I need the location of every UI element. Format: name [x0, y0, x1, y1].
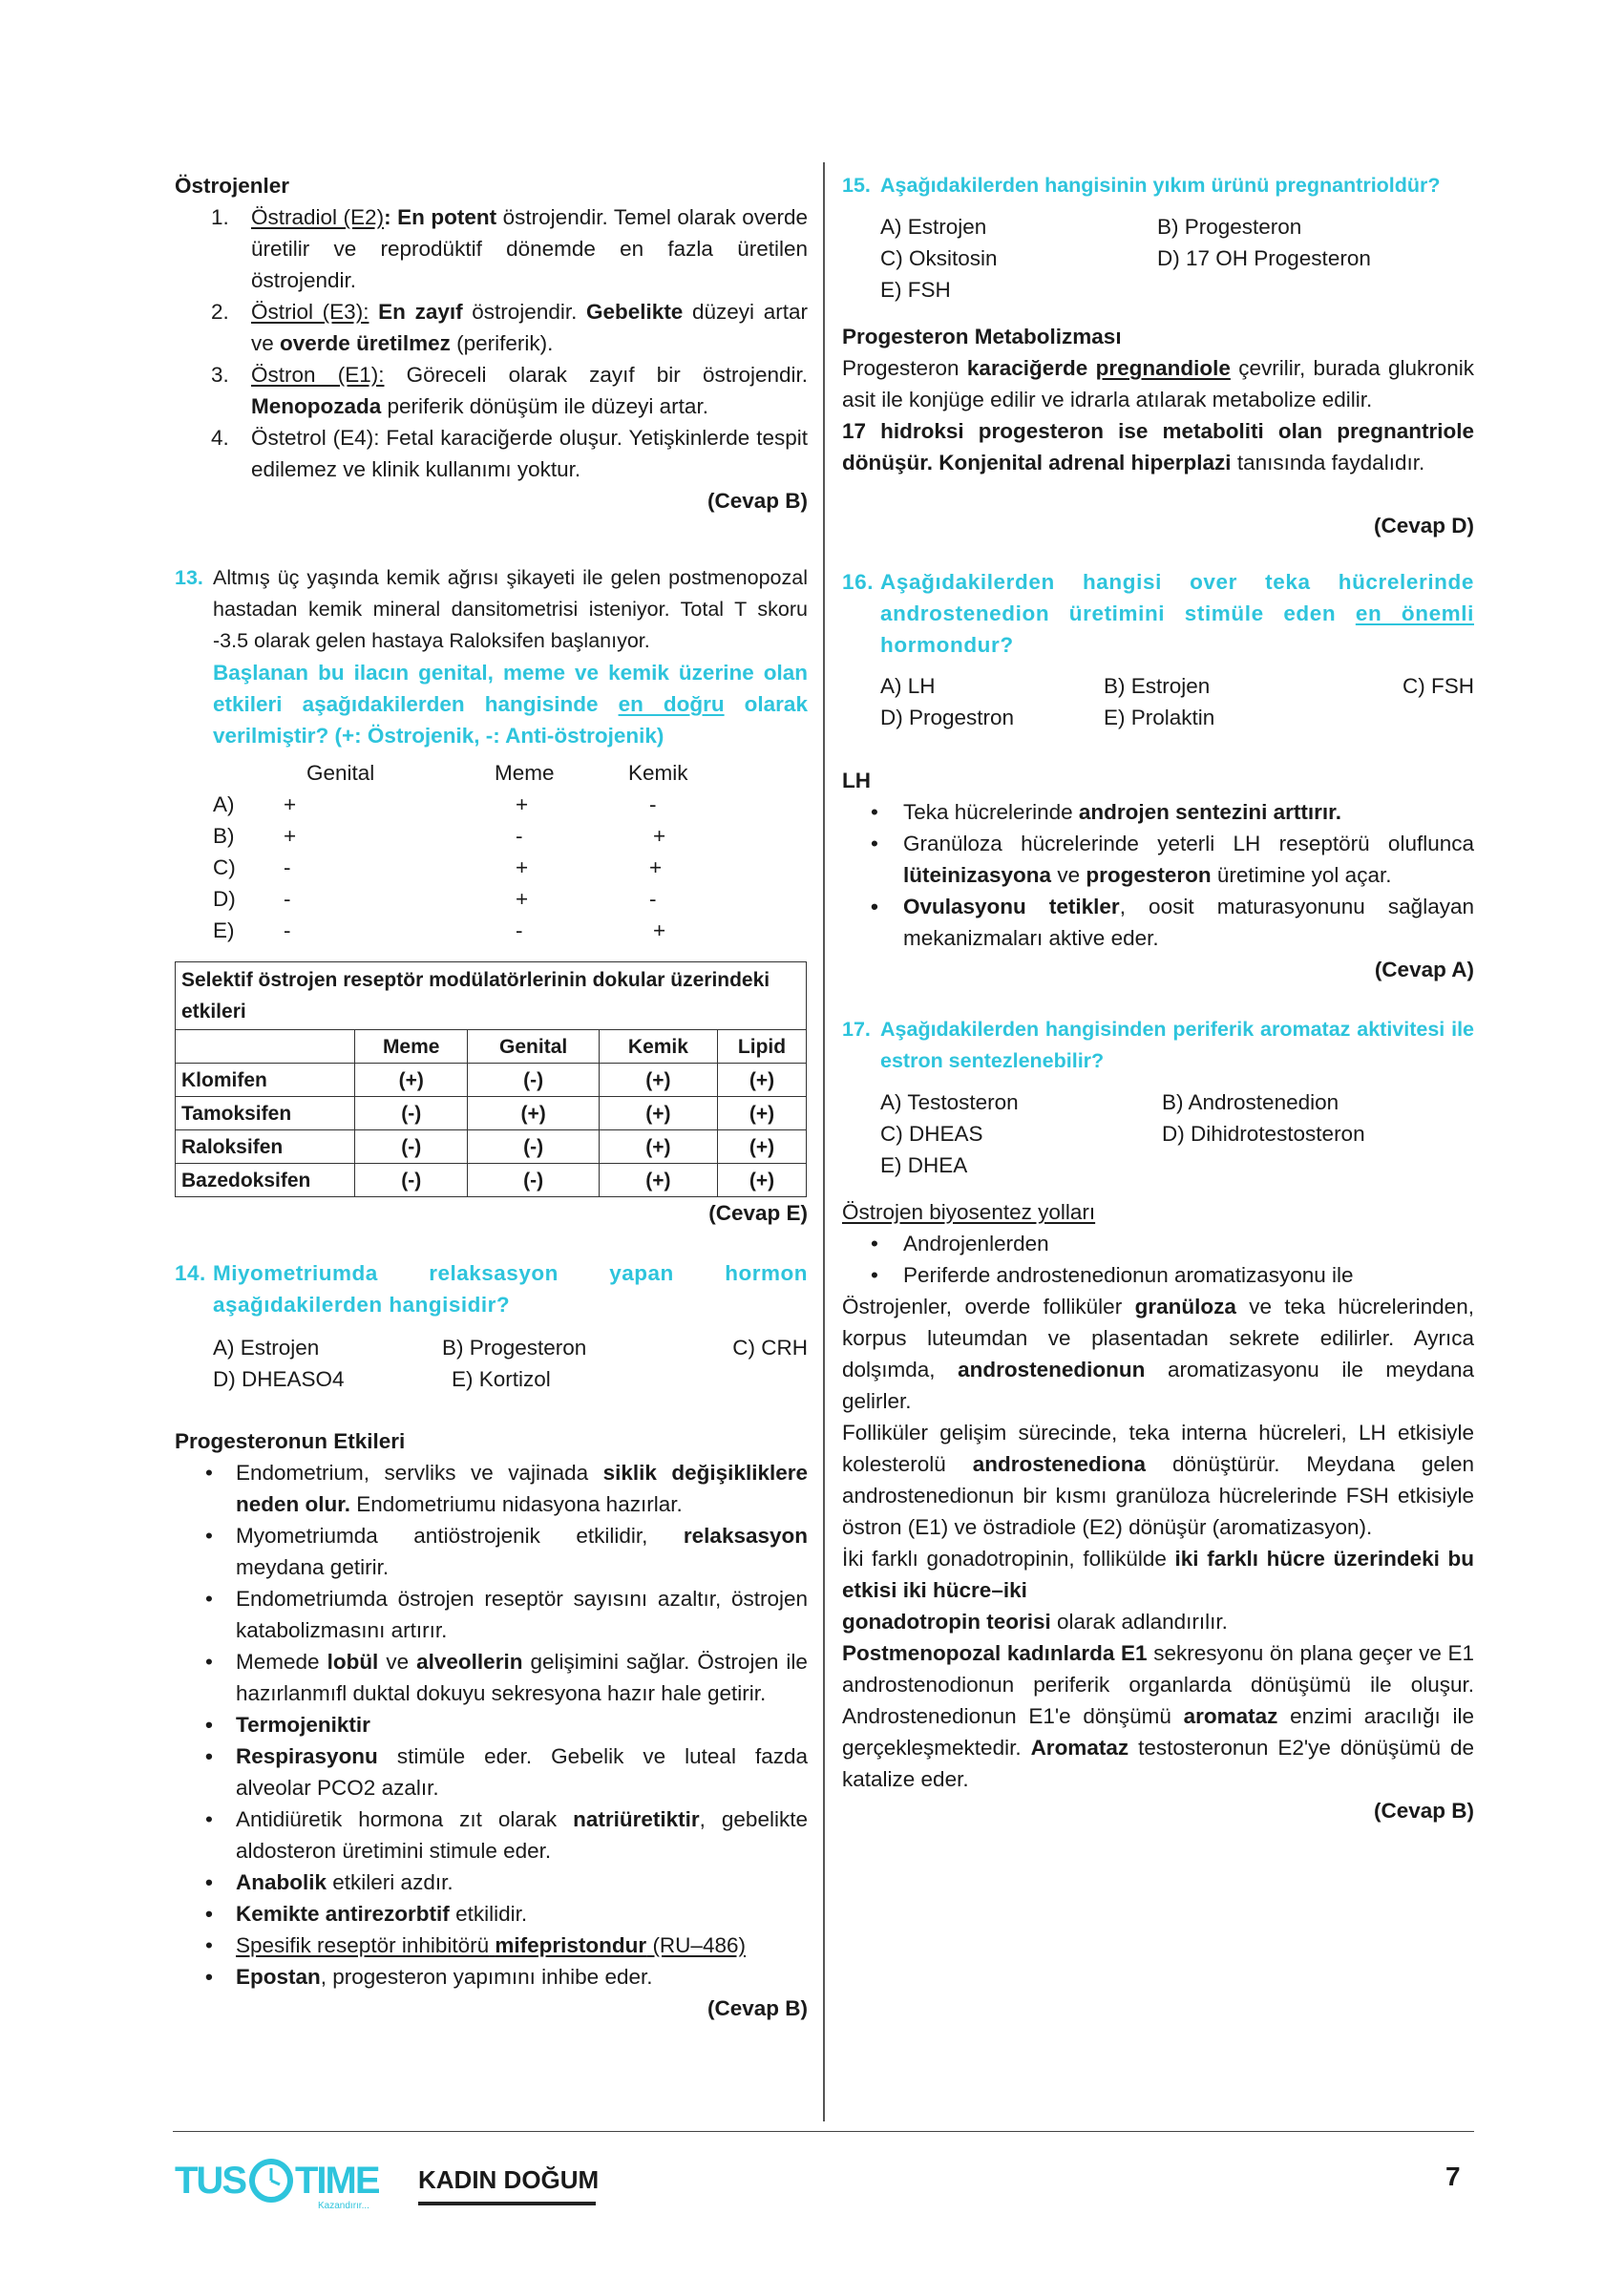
option-a[interactable]: A) Estrojen: [880, 215, 987, 239]
option-b[interactable]: B) Progesteron: [442, 1336, 587, 1360]
option-c[interactable]: C) DHEAS: [880, 1122, 983, 1146]
list-item: • Kemikte antirezorbtif etkilidir.: [205, 1902, 528, 1926]
table-row: Tamoksifen (-) (+) (+) (+): [176, 1097, 807, 1130]
title-underline: [418, 2202, 596, 2205]
answer-label: (Cevap B): [707, 1996, 808, 2020]
option-c[interactable]: C) CRH: [732, 1336, 808, 1360]
answer-label: (Cevap A): [1374, 958, 1474, 981]
list-item: • Periferde androstenedionun aromatizasyonu ile: [871, 1263, 1354, 1287]
option-e[interactable]: E) Prolaktin: [1104, 706, 1215, 729]
option-c[interactable]: C) Oksitosin: [880, 246, 998, 270]
list-item: • Respirasyonu stimüle eder. Gebelik ve luteal fazda alveolar PCO2 azalır.: [205, 1744, 808, 1800]
paragraph: 17 hidroksi progesteron ise metaboliti olan pregnantriole dönüşür. Konjenital adrenal hiperplazi tanısında faydalıdır.: [842, 419, 1474, 475]
list-item: • Antidiüretik hormona zıt olarak natriüretiktir, gebelikte aldosteron üretimini stimule eder.: [205, 1807, 808, 1863]
answer-label: (Cevap B): [1373, 1799, 1474, 1823]
option-a[interactable]: A) LH: [880, 674, 936, 698]
table-row: Raloksifen (-) (-) (+) (+): [176, 1130, 807, 1164]
option-b[interactable]: B) Progesteron: [1157, 215, 1302, 239]
question-14-options: [175, 1332, 808, 1395]
list-item: 1. Östradiol (E2): En potent östrojendir. Temel olarak overde üretilir ve reprodüktif dönemde en fazla üretilen östrojendir.: [211, 205, 808, 292]
question-16: 16. Aşağıdakilerden hangisi over teka hücrelerinde androstenedion üretimini stimüle eden en önemli hormondur?: [842, 570, 1474, 657]
list-item: • Anabolik etkileri azdır.: [205, 1870, 453, 1894]
question-13: 13. Altmış üç yaşında kemik ağrısı şikayeti ile gelen postmenopozal hastadan kemik mineral dansitometrisi isteniyor. Total T skoru -3.5 olarak gelen hastaya Raloksifen başlanıyor. Başlanan bu ilacın genital, meme ve kemik üzerine olan etkileri aşağıdakilerden hangisinde en doğru olarak verilmiştir? (+: Östrojenik, -: Anti-östrojenik): [175, 562, 808, 751]
column-divider: [823, 162, 825, 2121]
list-item: • Epostan, progesteron yapımını inhibe eder.: [205, 1965, 653, 1989]
option-e[interactable]: E) Kortizol: [452, 1367, 551, 1391]
question-16-options: [842, 670, 1474, 733]
list-item: 4. Östetrol (E4): Fetal karaciğerde oluşur. Yetişkinlerde tespit edilemez ve klinik kullanımı yoktur.: [211, 426, 808, 481]
list-item: • Spesifik reseptör inhibitörü mifepristondur (RU–486): [205, 1933, 746, 1957]
logo-graphic: [175, 2153, 394, 2212]
answer-option-row[interactable]: E) - - +: [213, 918, 666, 942]
option-b[interactable]: B) Estrojen: [1104, 674, 1211, 698]
question-17-options: [842, 1086, 1474, 1181]
footer-divider: [173, 2131, 1474, 2132]
option-e[interactable]: E) FSH: [880, 278, 951, 302]
question-15: 15. Aşağıdakilerden hangisinin yıkım ürünü pregnantrioldür?: [842, 174, 1441, 197]
answer-option-row[interactable]: C) - + +: [213, 855, 663, 879]
option-d[interactable]: D) Dihidrotestosteron: [1162, 1122, 1365, 1146]
paragraph: Östrojenler, overde folliküler granüloza ve teka hücrelerinden, korpus luteumdan ve plasentadan sekrete edilirler. Ayrıca dolşımda, androstenedionun aromatizasyonu ile meydana gelirler.: [842, 1295, 1474, 1413]
list-item: • Granüloza hücrelerinde yeterli LH reseptörü oluflunca lüteinizasyona ve progesteron üretimine yol açar.: [871, 832, 1474, 887]
svg-text:TIME: TIME: [295, 2160, 379, 2202]
question-14: 14. Miyometriumda relaksasyon yapan hormon aşağıdakilerden hangisidir?: [175, 1261, 808, 1317]
section-heading: Progesteronun Etkileri: [175, 1429, 406, 1453]
page-number: 7: [1445, 2162, 1461, 2191]
list-item: 2. Östriol (E3): En zayıf östrojendir. Gebelikte düzeyi artar ve overde üretilmez (periferik).: [211, 300, 808, 355]
question-17: 17. Aşağıdakilerden hangisinden periferik aromataz aktivitesi ile estron sentezlenebilir?: [842, 1018, 1474, 1072]
list-item: • Endometrium, servliks ve vajinada siklik değişikliklere neden olur. Endometriumu nidasyona hazırlar.: [205, 1461, 808, 1516]
section-heading: LH: [842, 769, 871, 792]
paragraph: Progesteron karaciğerde pregnandiole çevrilir, burada glukronik asit ile konjüge edilir ve idrarla atılarak metabolize edilir.: [842, 356, 1474, 411]
serm-table: Selektif östrojen reseptör modülatörlerinin dokular üzerindeki etkileri Meme Genital Kemik Lipid Klomifen (+) (-) (+) (+) Tamoksifen (-) (+) (+) (+) Raloksifen (-) (-) (+) (+) Bazedoksifen (-) (-) (+) (+): [175, 961, 807, 1197]
list-item: • Ovulasyonu tetikler, oosit maturasyonunu sağlayan mekanizmaları aktive eder.: [871, 895, 1474, 950]
svg-text:TUS: TUS: [175, 2160, 245, 2202]
question-13-prompt: Başlanan bu ilacın genital, meme ve kemik üzerine olan etkileri aşağıdakilerden hangisinde en doğru olarak verilmiştir? (+: Östrojenik, -: Anti-östrojenik): [213, 661, 808, 748]
option-d[interactable]: D) Progestron: [880, 706, 1015, 729]
option-d[interactable]: D) 17 OH Progesteron: [1157, 246, 1371, 270]
answer-label: (Cevap D): [1373, 514, 1474, 538]
biosynthesis-list: [842, 1228, 1474, 1291]
option-a[interactable]: A) Testosteron: [880, 1090, 1019, 1114]
list-item: • Androjenlerden: [871, 1232, 1049, 1255]
answer-option-row[interactable]: D) - + -: [213, 887, 657, 911]
answer-label: (Cevap E): [708, 1201, 808, 1225]
list-item: • Teka hücrelerinde androjen sentezini arttırır.: [871, 800, 1341, 824]
list-item: • Myometriumda antiöstrojenik etkilidir, relaksasyon meydana getirir.: [205, 1524, 808, 1579]
lh-effects-list: [842, 796, 1474, 954]
option-c[interactable]: C) FSH: [1403, 674, 1474, 698]
section-title: KADIN DOĞUM: [418, 2165, 600, 2194]
answer-option-row[interactable]: B) + - +: [213, 824, 666, 848]
section-heading: Progesteron Metabolizması: [842, 325, 1122, 348]
table-row: Klomifen (+) (-) (+) (+): [176, 1064, 807, 1097]
option-b[interactable]: B) Androstenedion: [1162, 1090, 1339, 1114]
svg-text:Kazandırır...: Kazandırır...: [318, 2201, 369, 2211]
progesterone-effects-list: [175, 1457, 808, 1993]
tustime-logo: [175, 2153, 394, 2212]
section-heading: Östrojen biyosentez yolları: [842, 1200, 1096, 1224]
paragraph: İki farklı gonadotropinin, follikülde iki farklı hücre üzerindeki bu etkisi iki hücre–iki: [842, 1547, 1474, 1602]
list-item: • Endometriumda östrojen reseptör sayısını azaltır, östrojen katabolizmasını artırır.: [205, 1587, 808, 1642]
table-row: Bazedoksifen (-) (-) (+) (+): [176, 1164, 807, 1197]
section-heading: Östrojenler: [175, 174, 290, 198]
option-d[interactable]: D) DHEASO4: [213, 1367, 345, 1391]
option-e[interactable]: E) DHEA: [880, 1153, 968, 1177]
left-column: [175, 170, 808, 2024]
answer-matrix: Genital Meme Kemik A) + + - B) + - + C) - + + D) - + - E) - - +: [213, 757, 743, 946]
list-item: 3. Östron (E1): Göreceli olarak zayıf bir östrojendir. Menopozada periferik dönüşüm ile düzeyi artar.: [211, 363, 809, 418]
list-item: • Termojeniktir: [205, 1713, 370, 1737]
right-column: [842, 170, 1474, 1826]
paragraph: gonadotropin teorisi olarak adlandırılır.: [842, 1610, 1228, 1634]
answer-label: (Cevap B): [707, 489, 808, 513]
answer-option-row[interactable]: A) + + -: [213, 792, 657, 816]
paragraph: Folliküler gelişim sürecinde, teka interna hücreleri, LH etkisiyle kolesterolü androstenediona dönüştürür. Meydana gelen androstenedionun bir kısmı granüloza hücrelerinde FSH etkisiyle östron (E1) ve östradiole (E2) dönüşür (aromatizasyon).: [842, 1421, 1474, 1539]
question-15-options: [842, 211, 1474, 306]
list-item: • Memede lobül ve alveollerin gelişimini sağlar. Östrojen ile hazırlanmıfl duktal dokuyu sekresyona hazır hale getirir.: [205, 1650, 808, 1705]
estrogen-list: [175, 201, 808, 485]
option-a[interactable]: A) Estrojen: [213, 1336, 320, 1360]
paragraph: Postmenopozal kadınlarda E1 sekresyonu ön plana geçer ve E1 androstenodionun periferik organlarda dönüşümü ile oluşur. Androstenedionun E1'e dönşümü aromataz enzimi aracılığı ile gerçekleşmektedir. Aromataz testosteronun E2'ye dönüşümü de katalize eder.: [842, 1641, 1474, 1791]
